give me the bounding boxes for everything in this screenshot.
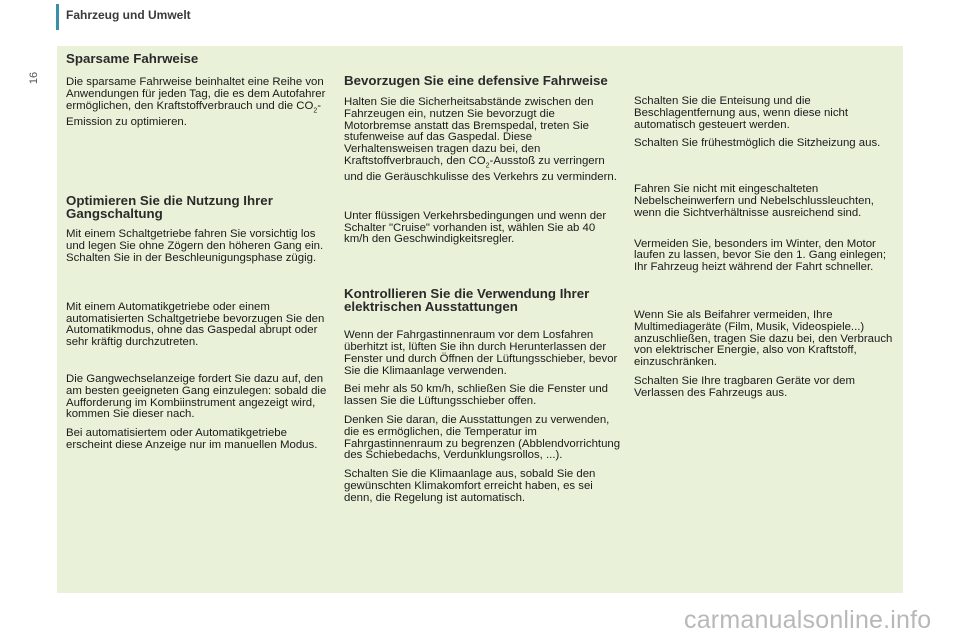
paragraph-motor-winter: Vermeiden Sie, besonders im Winter, den Motor laufen zu lassen, bevor Sie den 1. Gang einlegen; Ihr Fahrzeug heizt während der Fahrt schneller. (634, 237, 887, 274)
heading-gangschaltung: Optimieren Sie die Nutzung Ihrer Gangschaltung (66, 193, 273, 222)
paragraph-nebelscheinwerfer: Fahren Sie nicht mit eingeschalteten Nebelscheinwerfern und Nebelschlussleuchten, wenn die Sichtverhältnisse ausreichend sind. (634, 183, 874, 219)
heading-elektrische-ausstattungen: Kontrollieren Sie die Verwendung Ihrer elektrischen Ausstattungen (344, 286, 590, 315)
paragraph-ausstattungen: Denken Sie daran, die Ausstattungen zu verwenden, die es ermöglichen, die Temperatur im Fahrgastinnenraum zu begrenzen (Abblendvorrichtung des Schiebedachs, Verdunklungsrollos, ...). (344, 414, 621, 462)
paragraph-klimaanlage: Schalten Sie die Klimaanlage aus, sobald Sie den gewünschten Klimakomfort erreicht haben, es sei denn, die Regelung ist automatisch. (344, 468, 596, 504)
heading-defensive-fahrweise: Bevorzugen Sie eine defensive Fahrweise (344, 73, 608, 88)
column-1 (66, 52, 328, 459)
paragraph-abstaende: Halten Sie die Sicherheitsabstände zwischen den Fahrzeugen ein, nutzen Sie bevorzugt die Motorbremse anstatt das Bremspedal, treten Sie stufenweise auf das Gaspedal. Diese Verhaltensweisen tragen dazu bei, den Kraftstoffverbrauch, den $CO_2$-Ausstoß zu verringern und die Geräuschkulisse des Verkehrs zu vermindern. (344, 96, 617, 184)
heading-sparsame-fahrweise: Sparsame Fahrweise (66, 51, 199, 66)
header-accent-bar (56, 4, 59, 30)
paragraph-automatikgetriebe: Mit einem Automatikgetriebe oder einem automatisierten Schaltgetriebe bevorzugen Sie den Automatikmodus, ohne das Gaspedal abrupt oder sehr kräftig durchzutreten. (66, 300, 325, 349)
paragraph-gangwechselanzeige: Die Gangwechselanzeige fordert Sie dazu auf, den am besten geeigneten Gang einzulegen: sobald die Aufforderung im Kombiinstrument angezeigt wird, kommen Sie dieser nach. (66, 373, 327, 421)
section-title: Fahrzeug und Umwelt (66, 8, 191, 22)
paragraph-sparsam: Die sparsame Fahrweise beinhaltet eine Reihe von Anwendungen für jeden Tag, die es dem Autofahrer ermöglichen, den Kraftstoffverbrauch und die $CO_2$-Emission zu optimieren. (66, 76, 326, 128)
paragraph-sitzheizung: Schalten Sie frühestmöglich die Sitzheizung aus. (634, 137, 881, 150)
paragraph-enteisung: Schalten Sie die Enteisung und die Beschlagentfernung aus, wenn diese nicht automatisch gesteuert werden. (634, 95, 849, 131)
paragraph-anzeige-modus: Bei automatisiertem oder Automatikgetriebe erscheint diese Anzeige nur im manuellen Modus. (66, 427, 318, 452)
column-2 (344, 74, 622, 512)
page-number: 16 (28, 71, 41, 85)
paragraph-multimedia: Wenn Sie als Beifahrer vermeiden, Ihre Multimediageräte (Film, Musik, Videospiele...) anzuschließen, tragen Sie dazu bei, den Verbrauch von elektrischer Energie, also von Kraftstoff, einzuschränken. (634, 308, 893, 369)
paragraph-cruise: Unter flüssigen Verkehrsbedingungen und wenn der Schalter "Cruise" vorhanden ist, wählen Sie ab 40 km/h den Geschwindigkeitsregler. (344, 209, 607, 246)
paragraph-50kmh: Bei mehr als 50 km/h, schließen Sie die Fenster und lassen Sie die Lüftungsschieber offen. (344, 383, 609, 408)
paragraph-ueberhitzt: Wenn der Fahrgastinnenraum vor dem Losfahren überhitzt ist, lüften Sie ihn durch Herunterlassen der Fenster und durch Öffnen der Lüftungsschieber, bevor Sie die Klimaanlage verwenden. (344, 329, 618, 377)
paragraph-schaltgetriebe: Mit einem Schaltgetriebe fahren Sie vorsichtig los und legen Sie ohne Zögern den höheren Gang ein. Schalten Sie in der Beschleunigungsphase zügig. (66, 228, 324, 265)
column-3 (634, 96, 902, 407)
paragraph-tragbare-geraete: Schalten Sie Ihre tragbaren Geräte vor dem Verlassen des Fahrzeugs aus. (634, 374, 855, 399)
watermark: carmanualsonline.info (684, 606, 932, 634)
